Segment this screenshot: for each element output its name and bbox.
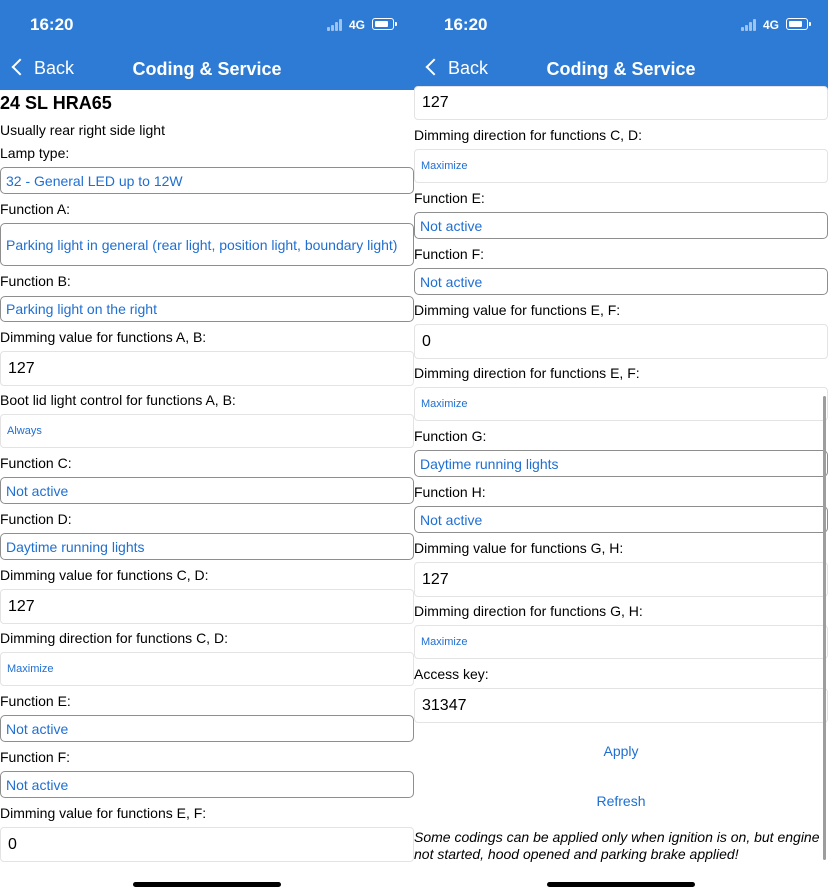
dimming-direction-cd-label: Dimming direction for functions C, D: [0,630,228,646]
module-subtitle: Usually rear right side light [0,122,165,138]
dimming-direction-cd-select[interactable] [414,149,828,183]
function-b-label: Function B: [0,273,71,289]
screen-right [414,0,828,896]
dimming-direction-ef-select[interactable] [414,387,828,421]
function-d-label: Function D: [0,511,72,527]
page-title: Coding & Service [132,59,282,79]
dimming-direction-gh-value: Maximize [421,636,468,648]
cellular-signal-icon [741,19,757,31]
dimming-ef-value: 0 [8,835,17,853]
function-g-label: Function G: [414,428,487,444]
dimming-direction-ef-value: Maximize [421,398,468,410]
function-c-picker[interactable] [0,477,414,504]
dimming-direction-cd-select[interactable] [0,652,414,686]
dimming-ef-input[interactable] [0,827,414,862]
bootlid-control-select[interactable] [0,414,414,448]
function-f-picker[interactable] [0,771,414,798]
back-label: Back [34,58,75,78]
function-e-picker[interactable] [414,212,828,239]
function-h-value: Not active [420,511,483,528]
dimming-cd-value: 127 [8,597,35,615]
scrollbar[interactable] [823,396,826,860]
lamp-type-value: 32 - General LED up to 12W [6,172,183,189]
function-a-label: Function A: [0,201,71,217]
dimming-direction-gh-label: Dimming direction for functions G, H: [414,603,643,619]
access-key-label: Access key: [414,666,489,682]
function-e-value: Not active [420,217,483,234]
function-a-value: Parking light in general (rear light, position light, boundary light) [6,236,398,253]
dimming-ab-label: Dimming value for functions A, B: [0,329,207,345]
dimming-direction-gh-select[interactable] [414,625,828,659]
status-time: 16:20 [444,15,488,34]
function-e-label: Function E: [414,190,485,206]
dimming-ab-input[interactable] [0,351,414,386]
function-f-value: Not active [420,273,483,290]
dimming-ab-value: 127 [8,359,35,377]
function-h-picker[interactable] [414,506,828,533]
home-indicator [133,882,281,887]
function-f-label: Function F: [414,246,485,262]
lamp-type-picker[interactable] [0,167,414,194]
dimming-direction-ef-label: Dimming direction for functions E, F: [414,365,640,381]
function-c-label: Function C: [0,455,72,471]
page-title: Coding & Service [546,59,696,79]
module-header: 24 SL HRA65 [0,93,112,113]
function-e-value: Not active [6,720,69,737]
dimming-ef-label: Dimming value for functions E, F: [0,805,207,821]
lamp-type-label: Lamp type: [0,145,70,161]
network-type: 4G [763,18,780,32]
dimming-direction-cd-value: Maximize [7,663,54,675]
bootlid-control-value: Always [7,425,42,437]
function-e-picker[interactable] [0,715,414,742]
refresh-button[interactable]: Refresh [596,793,646,809]
home-indicator [547,882,695,887]
function-c-value: Not active [6,482,69,499]
top-bar [414,0,828,90]
access-key-input[interactable] [414,688,828,723]
function-f-picker[interactable] [414,268,828,295]
function-g-value: Daytime running lights [420,455,559,472]
apply-button[interactable]: Apply [603,743,639,759]
dimming-gh-label: Dimming value for functions G, H: [414,540,624,556]
function-a-picker[interactable] [0,223,414,266]
access-key-value: 31347 [422,696,467,714]
status-time: 16:20 [30,15,74,34]
ignition-note: Some codings can be applied only when ignition is on, but engine not started, hood opened and parking brake applied! [414,829,820,862]
function-f-label: Function F: [0,749,71,765]
function-g-picker[interactable] [414,450,828,477]
dimming-ef-value: 0 [422,332,431,350]
function-e-label: Function E: [0,693,71,709]
dimming-direction-cd-value: Maximize [421,160,468,172]
top-bar [0,0,414,90]
dimming-ef-label: Dimming value for functions E, F: [414,302,621,318]
dimming-gh-value: 127 [422,570,449,588]
dimming-ab-value: 127 [422,94,449,111]
dimming-ab-input[interactable] [414,86,828,120]
back-label: Back [448,58,489,78]
dimming-ef-input[interactable] [414,324,828,359]
bootlid-control-label: Boot lid light control for functions A, B: [0,392,236,408]
function-d-value: Daytime running lights [6,538,145,555]
cellular-signal-icon [327,19,343,31]
dimming-direction-cd-label: Dimming direction for functions C, D: [414,127,642,143]
network-type: 4G [349,18,366,32]
dimming-cd-label: Dimming value for functions C, D: [0,567,209,583]
battery-icon [372,18,394,30]
function-h-label: Function H: [414,484,486,500]
function-b-picker[interactable] [0,296,414,322]
battery-icon [786,18,808,30]
dimming-gh-input[interactable] [414,562,828,597]
function-f-value: Not active [6,776,69,793]
function-d-picker[interactable] [0,533,414,560]
function-b-value: Parking light on the right [6,301,157,317]
dimming-cd-input[interactable] [0,589,414,624]
